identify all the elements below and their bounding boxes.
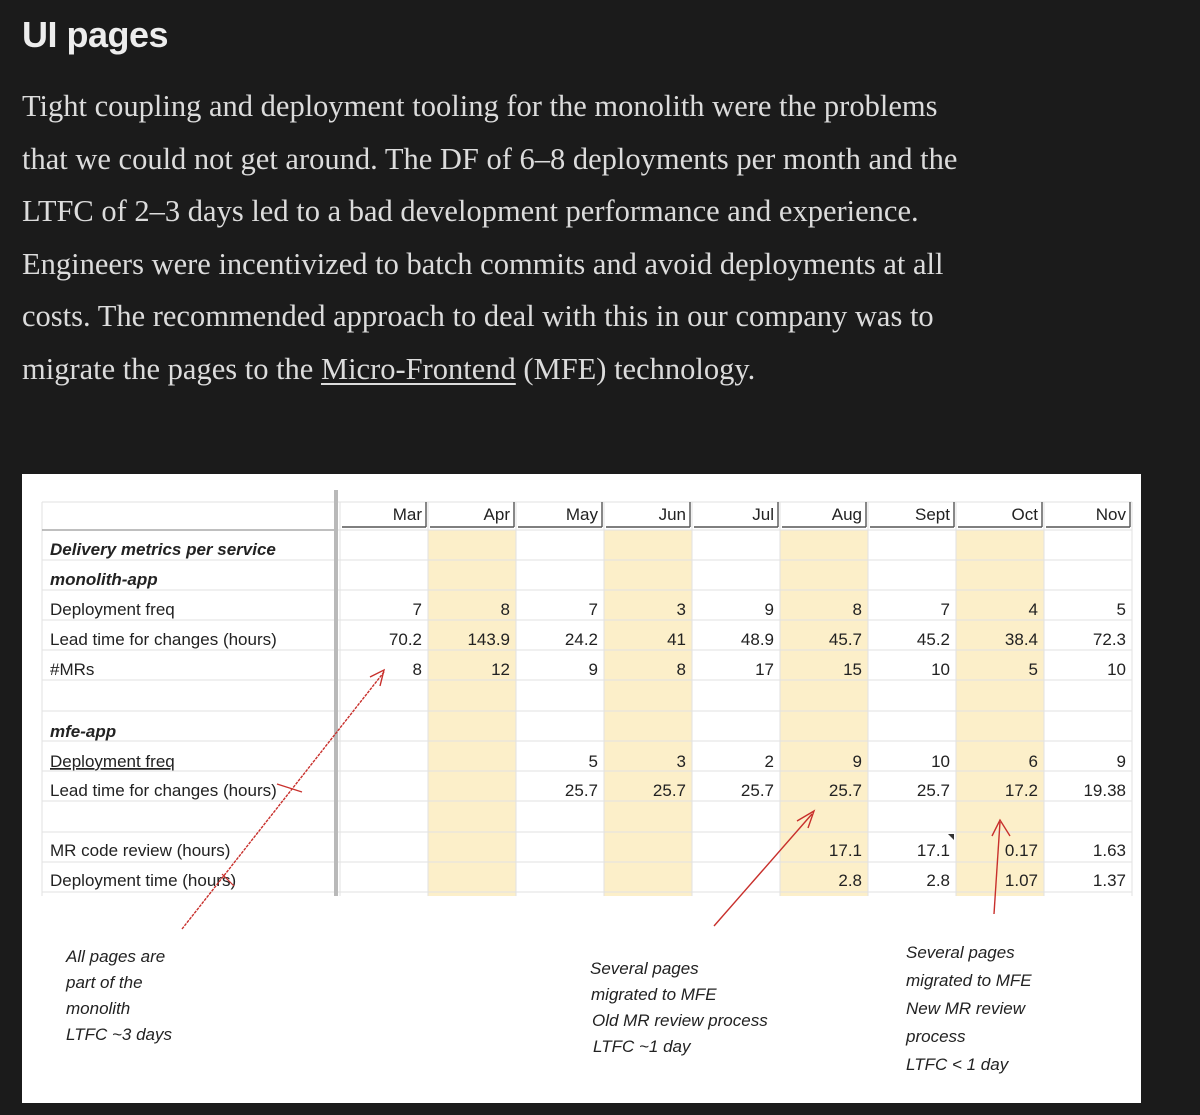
annotation-arrowhead (370, 670, 384, 686)
metric-value: 25.7 (564, 781, 598, 800)
paragraph-text: (MFE) technology. (515, 351, 756, 386)
metric-value: 17.1 (828, 841, 862, 860)
metric-value: 1.07 (1004, 871, 1038, 890)
metric-value: 9 (852, 752, 862, 771)
metric-value: 6 (1028, 752, 1038, 771)
metric-value: 143.9 (467, 630, 510, 649)
month-header: Oct (1011, 505, 1038, 524)
metric-value: 41 (667, 630, 686, 649)
paragraph-line: costs. The recommended approach to deal with this in our company was to (22, 299, 934, 333)
metric-label: MR code review (hours) (50, 841, 231, 860)
metric-value: 24.2 (564, 630, 598, 649)
metric-value: 15 (843, 660, 862, 679)
metric-value: 2 (764, 752, 774, 771)
month-header: Jul (752, 505, 774, 524)
metric-value: 72.3 (1092, 630, 1126, 649)
month-header: Apr (483, 505, 510, 524)
metric-value: 45.7 (828, 630, 862, 649)
paragraph-line: LTFC of 2–3 days led to a bad development performance and experience. (22, 194, 919, 228)
paragraph-line-last (22, 343, 1172, 396)
metric-value: 5 (588, 752, 598, 771)
metric-value: 10 (931, 752, 950, 771)
metric-label: Deployment time (hours) (50, 871, 237, 890)
metric-value: 10 (931, 660, 950, 679)
paragraph-line: that we could not get around. The DF of 6–8 deployments per month and the (22, 141, 958, 176)
metric-value: 4 (1028, 600, 1038, 619)
metric-value: 17 (755, 660, 774, 679)
metric-value: 25.7 (828, 781, 862, 800)
month-header: Sept (915, 505, 950, 524)
metric-label: Deployment freq (50, 600, 175, 619)
metric-value: 5 (1116, 600, 1126, 619)
metric-label: #MRs (50, 660, 95, 679)
metric-value: 3 (676, 752, 686, 771)
metric-value: 1.37 (1092, 871, 1126, 890)
metric-value: 70.2 (388, 630, 422, 649)
metric-value: 17.1 (916, 841, 950, 860)
metric-value: 8 (412, 660, 422, 679)
cell-note-marker (948, 834, 954, 840)
metric-value: 1.63 (1092, 841, 1126, 860)
month-header: May (565, 505, 598, 524)
handwritten-note: migrated to MFE (591, 985, 717, 1004)
metric-value: 7 (940, 600, 950, 619)
handwritten-note: process (906, 1027, 966, 1046)
metric-value: 0.17 (1004, 841, 1038, 860)
metric-value: 45.2 (916, 630, 950, 649)
handwritten-note: part of the (66, 973, 143, 992)
handwritten-note: LTFC ~3 days (66, 1025, 172, 1044)
frozen-divider (334, 490, 338, 896)
annotation-scribble (277, 784, 302, 792)
metric-value: 12 (491, 660, 510, 679)
metric-value: 5 (1028, 660, 1038, 679)
metric-value: 9 (764, 600, 774, 619)
paragraph-text: migrate the pages to the (22, 351, 321, 386)
metric-value: 9 (588, 660, 598, 679)
metrics-spreadsheet-figure (22, 474, 1141, 1103)
month-header: Aug (831, 505, 862, 524)
metric-value: 2.8 (926, 871, 950, 890)
handwritten-note: LTFC < 1 day (906, 1055, 1009, 1074)
metric-value: 3 (676, 600, 686, 619)
metric-value: 8 (676, 660, 686, 679)
metric-value: 8 (852, 600, 862, 619)
handwritten-note: Old MR review process (592, 1011, 768, 1030)
spreadsheet-image (22, 474, 1141, 1103)
metric-value: 7 (588, 600, 598, 619)
metric-value: 9 (1116, 752, 1126, 771)
service-name: monolith-app (50, 570, 158, 589)
metric-value: 8 (500, 600, 510, 619)
metric-label: Lead time for changes (hours) (50, 781, 277, 800)
body-paragraph (22, 80, 1172, 395)
paragraph-line: Engineers were incentivized to batch commits and avoid deployments at all (22, 246, 944, 281)
metric-label: Lead time for changes (hours) (50, 630, 277, 649)
metric-value: 38.4 (1004, 630, 1038, 649)
metric-value: 10 (1107, 660, 1126, 679)
paragraph-line: Tight coupling and deployment tooling for the monolith were the problems (22, 89, 938, 123)
handwritten-note: Several pages (906, 943, 1015, 962)
metric-value: 19.38 (1083, 781, 1126, 800)
highlight-column (604, 530, 692, 896)
handwritten-note: Several pages (590, 959, 699, 978)
metric-value: 7 (412, 600, 422, 619)
handwritten-note: New MR review (906, 999, 1026, 1018)
metric-value: 25.7 (740, 781, 774, 800)
micro-frontend-link[interactable]: Micro-Frontend (320, 351, 516, 386)
metric-value: 25.7 (652, 781, 686, 800)
month-header: Mar (392, 505, 422, 524)
month-header: Nov (1095, 505, 1126, 524)
highlight-column (428, 530, 516, 896)
section-header: Delivery metrics per service (50, 540, 276, 559)
service-name: mfe-app (50, 722, 117, 741)
handwritten-note: All pages are (66, 947, 166, 966)
metric-value: 17.2 (1004, 781, 1038, 800)
handwritten-note: monolith (66, 999, 131, 1018)
month-header: Jun (658, 505, 686, 524)
handwritten-note: LTFC ~1 day (593, 1037, 691, 1056)
metric-value: 2.8 (838, 871, 862, 890)
metric-value: 25.7 (916, 781, 950, 800)
metric-value: 48.9 (740, 630, 774, 649)
metric-label: Deployment freq (50, 752, 175, 771)
section-heading: UI pages (22, 14, 169, 55)
handwritten-note: migrated to MFE (906, 971, 1032, 990)
